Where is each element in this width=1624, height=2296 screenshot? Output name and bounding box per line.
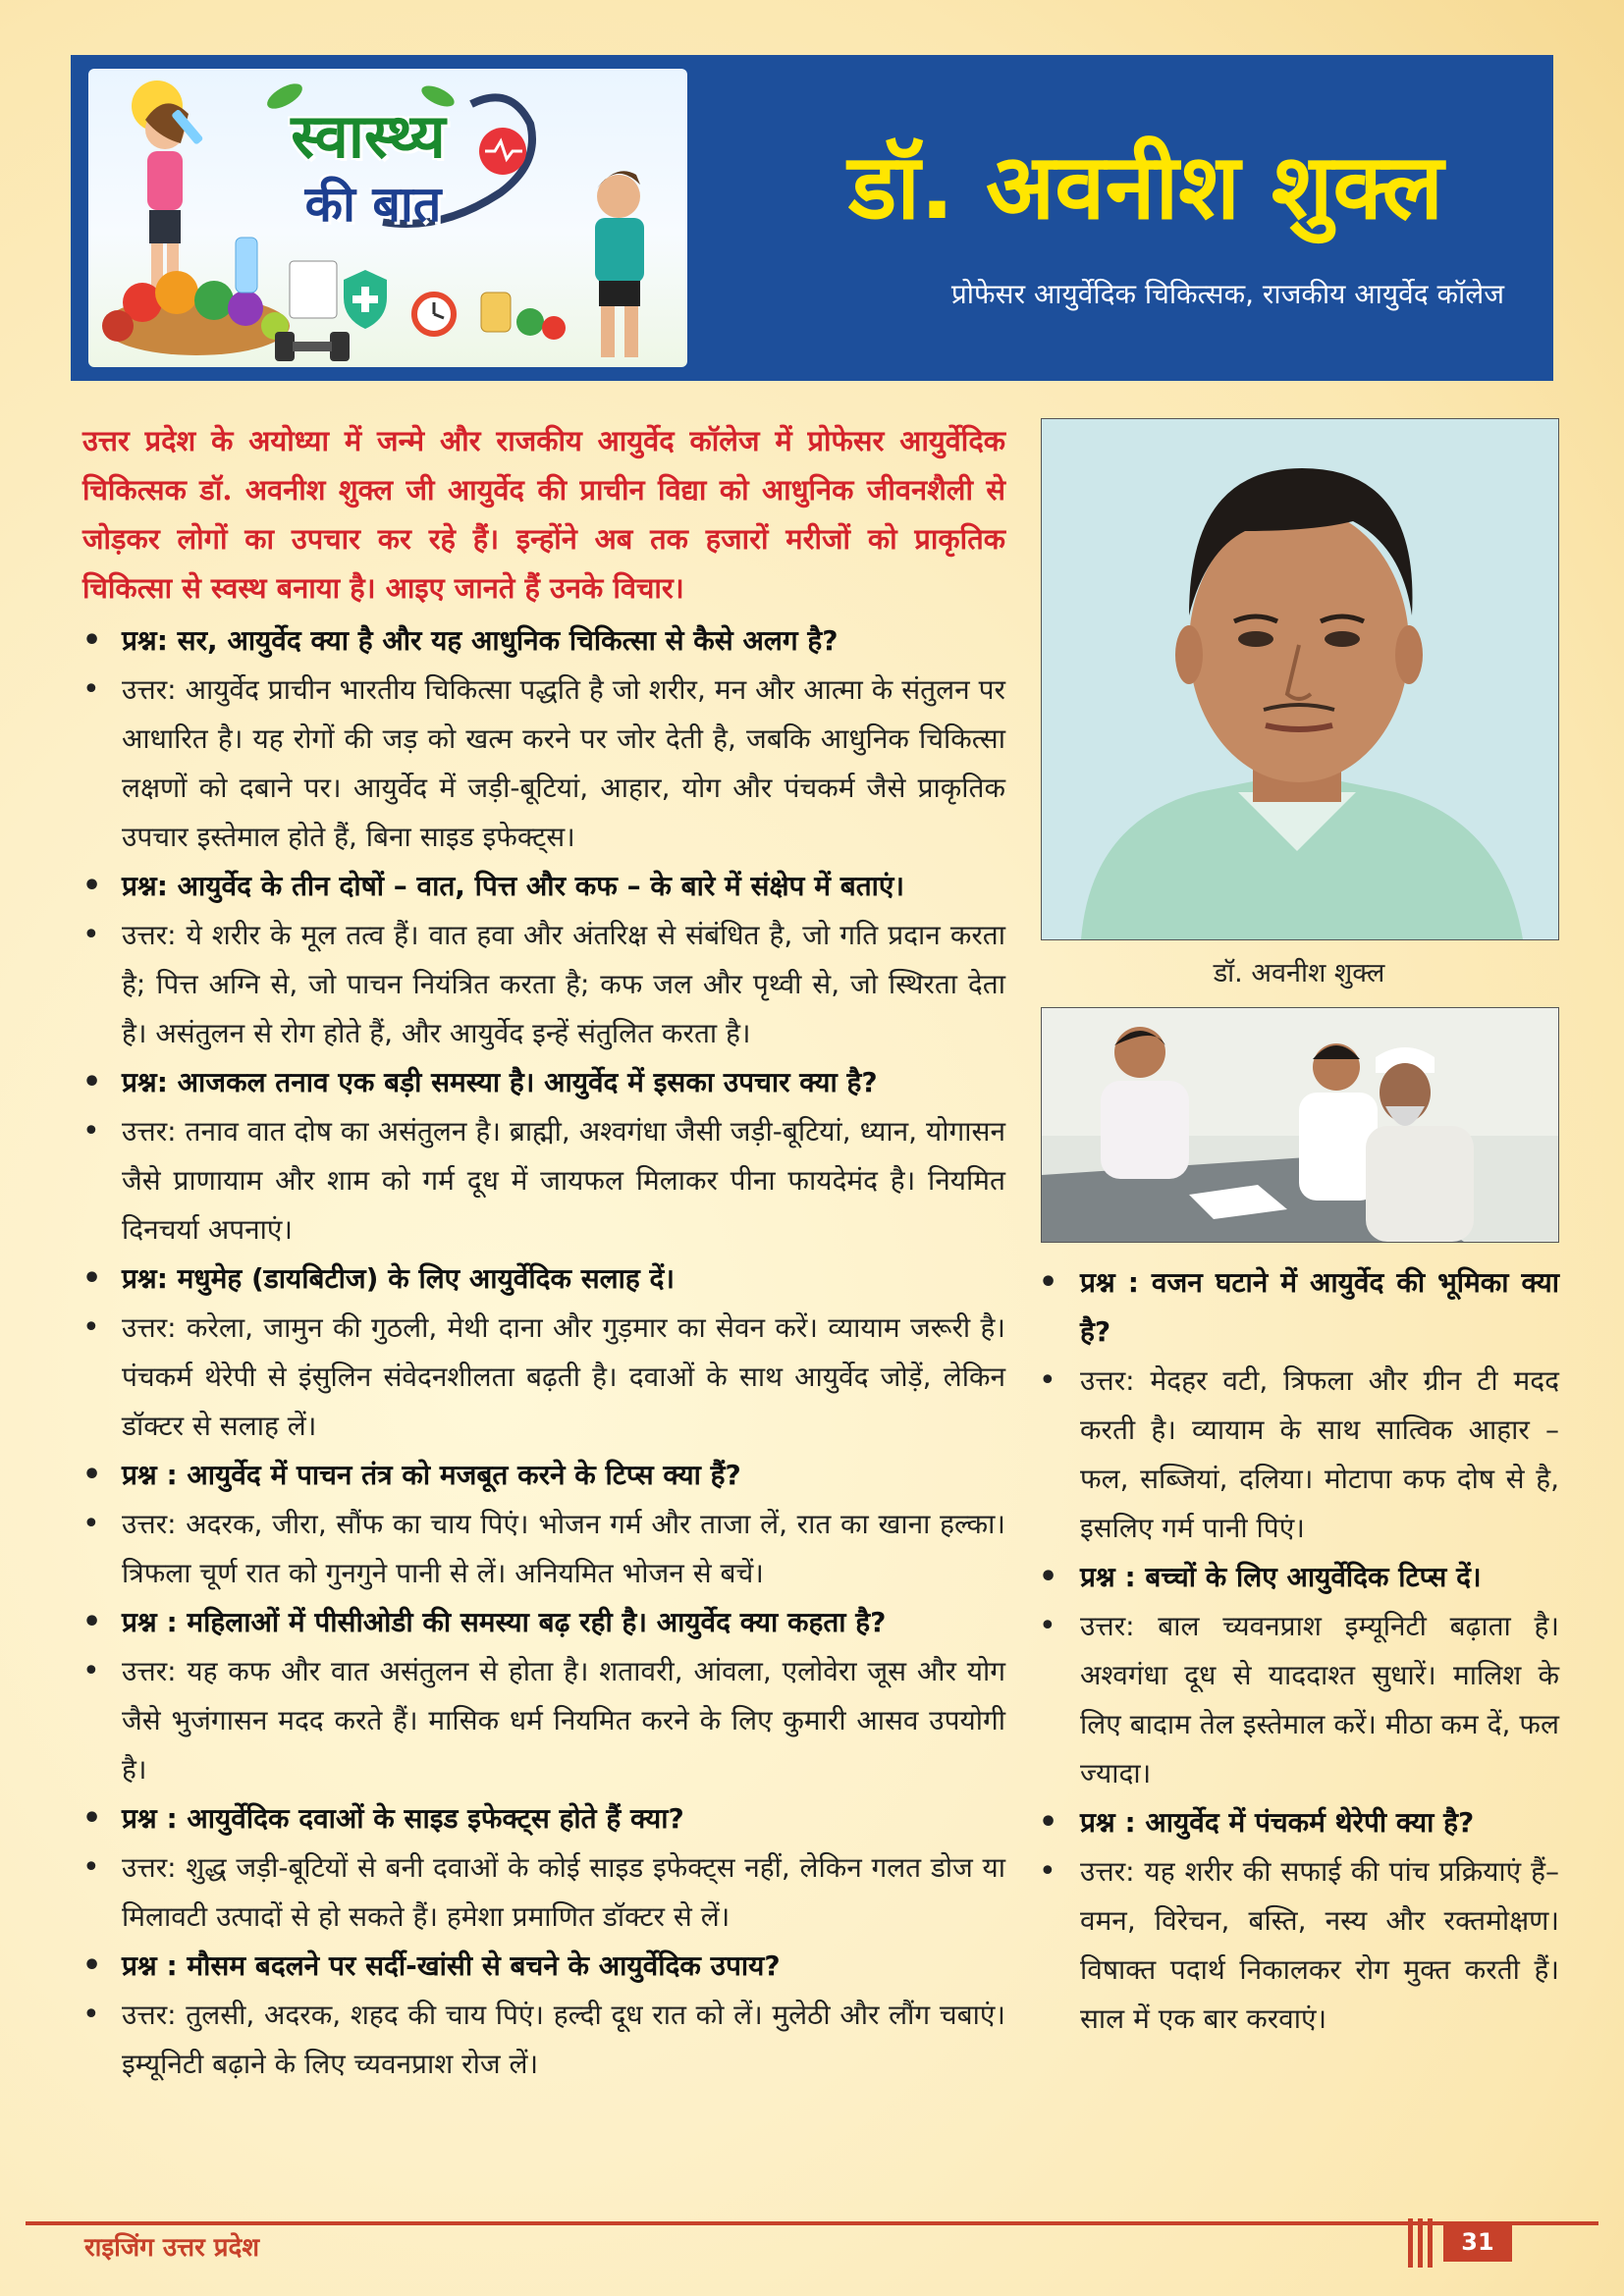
answer-item: • उत्तर: अदरक, जीरा, सौंफ का चाय पिएं। भोजन गर्म और ताजा लें, रात का खाना हल्का। त्रिफला चूर्ण रात को गुनगुने पानी से लें। अनियमित भोजन से बचें। <box>82 1500 1005 1598</box>
answer-item: • उत्तर: आयुर्वेद प्राचीन भारतीय चिकित्सा पद्धति है जो शरीर, मन और आत्मा के संतुलन पर आधारित है। यह रोगों की जड़ को खत्म करने पर जोर देती है, जबकि आधुनिक चिकित्सा लक्षणों को दबाने पर। आयुर्वेद में जड़ी-बूटियां, आहार, योग और पंचकर्म जैसे प्राकृतिक उपचार इस्तेमाल होते हैं, बिना साइड इफेक्ट्स। <box>82 666 1005 862</box>
intro-paragraph: उत्तर प्रदेश के अयोध्या में जन्मे और राजकीय आयुर्वेद कॉलेज में प्रोफेसर आयुर्वेदिक चिकित्सक डॉ. अवनीश शुक्ल जी आयुर्वेद की प्राचीन विद्या को आधुनिक जीवनशैली से जोड़कर लोगों का उपचार कर रहे हैं। इन्होंने अब तक हजारों मरीजों को प्राकृतिक चिकित्सा से स्वस्थ बनाया है। आइए जानते हैं उनके विचार। <box>82 424 1005 605</box>
answer-item: • उत्तर: यह शरीर की सफाई की पांच प्रक्रियाएं हैं– वमन, विरेचन, बस्ति, नस्य और रक्तमोक्षण। विषाक्त पदार्थ निकालकर रोग मुक्त करती हैं। साल में एक बार करवाएं। <box>1039 1847 1559 2044</box>
question-item: • प्रश्न : आयुर्वेद में पंचकर्म थेरेपी क्या है? <box>1039 1798 1559 1847</box>
clinic-consultation-photo <box>1041 1007 1559 1243</box>
answer-item: • उत्तर: ये शरीर के मूल तत्व हैं। वात हवा और अंतरिक्ष से संबंधित है, जो गति प्रदान करता है; पित्त अग्नि से, जो पाचन नियंत्रित करता है; कफ जल और पृथ्वी से, जो स्थिरता देता है। असंतुलन से रोग होते हैं, और आयुर्वेद इन्हें संतुलित करता है। <box>82 911 1005 1058</box>
question-item: • प्रश्न : आयुर्वेद में पाचन तंत्र को मजबूत करने के टिप्स क्या हैं? <box>82 1451 1005 1500</box>
answer-item: • उत्तर: तुलसी, अदरक, शहद की चाय पिएं। हल्दी दूध रात को लें। मुलेठी और लौंग चबाएं। इम्यूनिटी बढ़ाने के लिए च्यवनप्राश रोज लें। <box>82 1991 1005 2089</box>
question-item: • प्रश्न : वजन घटाने में आयुर्वेद की भूमिका क्या है? <box>1039 1258 1559 1357</box>
header-banner <box>71 55 1553 381</box>
question-item: • प्रश्न: मधुमेह (डायबिटीज) के लिए आयुर्वेदिक सलाह दें। <box>82 1255 1005 1304</box>
question-item: • प्रश्न: सर, आयुर्वेद क्या है और यह आधुनिक चिकित्सा से कैसे अलग है? <box>82 616 1005 666</box>
doctor-name-heading: डॉ. अवनीश शुक्ल <box>847 134 1444 240</box>
health-talk-banner <box>88 69 687 367</box>
question-item: • प्रश्न : महिलाओं में पीसीओडी की समस्या बढ़ रही है। आयुर्वेद क्या कहता है? <box>82 1598 1005 1647</box>
qa-right-list <box>1039 1258 1559 2044</box>
magazine-name: राइजिंग उत्तर प्रदेश <box>84 2233 260 2263</box>
question-item: • प्रश्न : आयुर्वेदिक दवाओं के साइड इफेक्ट्स होते हैं क्या? <box>82 1794 1005 1843</box>
man-jogging-icon <box>595 171 644 357</box>
banner-title: स्वास्थ्य <box>291 100 446 172</box>
answer-item: • उत्तर: तनाव वात दोष का असंतुलन है। ब्राह्मी, अश्वगंधा जैसी जड़ी-बूटियां, ध्यान, योगासन जैसे प्राणायाम और शाम को गर्म दूध में जायफल मिलाकर पीना फायदेमंद है। नियमित दिनचर्या अपनाएं। <box>82 1107 1005 1255</box>
question-item: • प्रश्न: आयुर्वेद के तीन दोषों – वात, पित्त और कफ – के बारे में संक्षेप में बताएं। <box>82 862 1005 911</box>
dumbbell-icon <box>275 332 350 361</box>
footer-rule <box>26 2221 1598 2225</box>
banner-subtitle: की बात <box>304 176 442 233</box>
photo-caption: डॉ. अवनीश शुक्ल <box>1213 958 1385 988</box>
qa-left-list <box>82 616 1005 2089</box>
doctor-role: प्रोफेसर आयुर्वेदिक चिकित्सक, राजकीय आयुर्वेद कॉलेज <box>950 278 1504 310</box>
page-number: 31 <box>1443 2222 1512 2262</box>
answer-item: • उत्तर: यह कफ और वात असंतुलन से होता है। शतावरी, आंवला, एलोवेरा जूस और योग जैसे भुजंगासन मदद करते हैं। मासिक धर्म नियमित करने के लिए कुमारी आसव उपयोगी है। <box>82 1647 1005 1794</box>
footer-bars-decoration <box>1408 2218 1434 2268</box>
answer-item: • उत्तर: शुद्ध जड़ी-बूटियों से बनी दवाओं के कोई साइड इफेक्ट्स नहीं, लेकिन गलत डोज या मिलावटी उत्पादों से हो सकते हैं। हमेशा प्रमाणित डॉक्टर से लें। <box>82 1843 1005 1942</box>
question-item: • प्रश्न : बच्चों के लिए आयुर्वेदिक टिप्स दें। <box>1039 1553 1559 1602</box>
qa-right-column <box>1039 1258 1559 2044</box>
answer-item: • उत्तर: मेदहर वटी, त्रिफला और ग्रीन टी मदद करती है। व्यायाम के साथ सात्विक आहार – फल, सब्जियां, दलिया। मोटापा कफ दोष से है, इसलिए गर्म पानी पिएं। <box>1039 1357 1559 1553</box>
fruits-basket-icon <box>102 271 290 355</box>
answer-item: • उत्तर: करेला, जामुन की गुठली, मेथी दाना और गुड़मार का सेवन करें। व्यायाम जरूरी है। पंचकर्म थेरेपी से इंसुलिन संवेदनशीलता बढ़ती है। दवाओं के साथ आयुर्वेद जोड़ें, लेकिन डॉक्टर से सलाह लें। <box>82 1304 1005 1451</box>
question-item: • प्रश्न: आजकल तनाव एक बड़ी समस्या है। आयुर्वेद में इसका उपचार क्या है? <box>82 1058 1005 1107</box>
question-item: • प्रश्न : मौसम बदलने पर सर्दी-खांसी से बचने के आयुर्वेदिक उपाय? <box>82 1942 1005 1991</box>
answer-item: • उत्तर: बाल च्यवनप्राश इम्यूनिटी बढ़ाता है। अश्वगंधा दूध से याददाश्त सुधारें। मालिश के लिए बादाम तेल इस्तेमाल करें। मीठा कम दें, फल ज्यादा। <box>1039 1602 1559 1798</box>
qa-left-column <box>82 616 1005 2089</box>
doctor-portrait-photo <box>1041 418 1559 940</box>
